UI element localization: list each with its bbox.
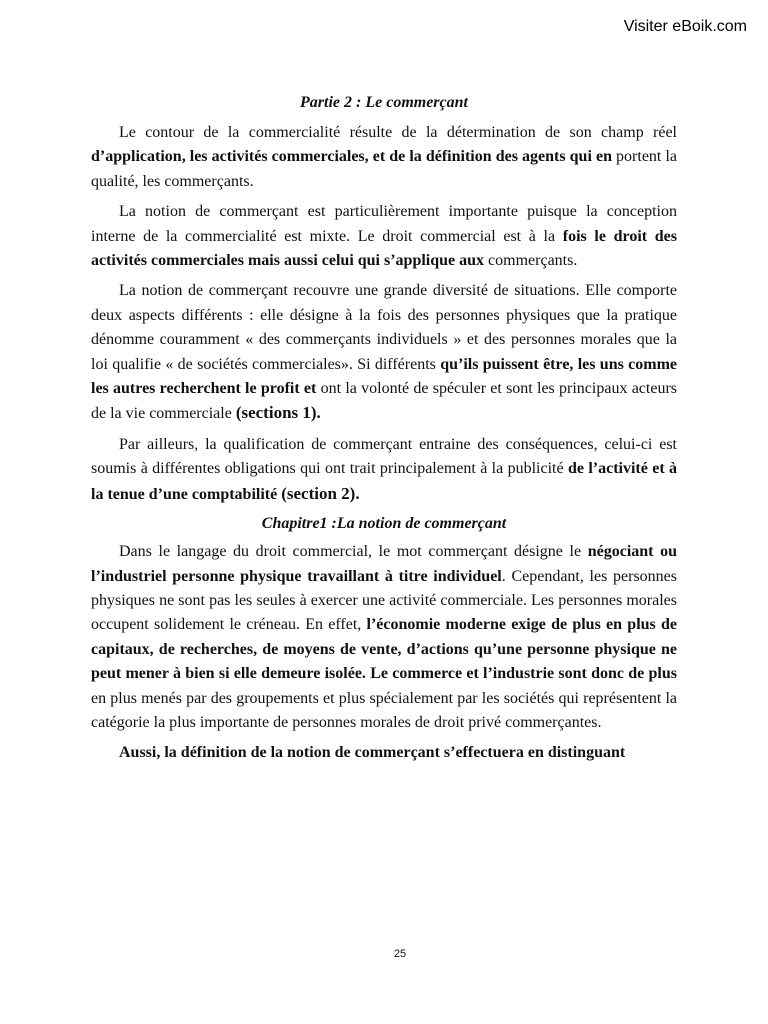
p4-text-b: de l’activité et à la tenue d’une comptabilité — [91, 460, 678, 503]
p6-text-a: Aussi, la définition de la notion de commerçant s’effectuera en distinguant — [119, 744, 626, 762]
site-watermark: Visiter eBoik.com — [623, 18, 747, 35]
p3-text-a: La notion de commerçant recouvre une grande diversité de situations. Elle comporte deux aspects différents : elle désigne à la fois des personnes physiques que la pratique dénomme couramment « des commerçants individuels » et des personnes morales que la loi qualifie « de sociétés commerciales». Si différents — [91, 282, 677, 373]
p5-text-b: négociant ou l’industriel personne physique travaillant à titre individuel — [91, 543, 678, 585]
page-number: 25 — [393, 948, 407, 960]
p3-text-d: (sections 1). — [235, 403, 321, 423]
p2-text-c: commerçants. — [488, 252, 578, 270]
paragraph-2 — [91, 200, 677, 273]
paragraph-5 — [91, 540, 677, 735]
p5-text-c: . Cependant, les personnes physiques ne sont pas les seules à exercer une activité commerciale. Les personnes morales occupent solidement le créneau. En effet, — [91, 567, 678, 634]
p5-text-d: l’économie moderne exige de plus en plus de capitaux, de recherches, de moyens de vente, d’actions qu’une personne physique ne peut mener à bien si elle demeure isolée. Le commerce et l’industrie sont donc de plus — [91, 616, 678, 683]
p1-text-c: portent la qualité, les commerçants. — [91, 148, 677, 190]
p3-text-c: ont la volonté de spéculer et sont les principaux acteurs de la vie commerciale — [91, 380, 678, 423]
paragraph-3 — [91, 279, 677, 426]
chapter-heading: Chapitre1 :La notion de commerçant — [261, 515, 507, 533]
p2-text-a: La notion de commerçant est particulièrement importante puisque la conception interne de la commercialité est mixte. Le droit commercial est à la — [91, 203, 677, 245]
p4-text-c: (section 2). — [281, 483, 360, 503]
p1-text-b: d’application, les activités commerciales, et de la définition des agents qui en — [91, 148, 612, 166]
document-page — [91, 92, 677, 772]
p5-text-a: Dans le langage du droit commercial, le mot commerçant désigne le — [119, 543, 582, 561]
p5-text-e: en plus menés par des groupements et plus spécialement par les sociétés qui représentent la catégorie la plus importante de personnes morales de droit privé commerçantes. — [91, 689, 677, 731]
p3-text-b: qu’ils puissent être, les uns comme les autres recherchent le profit et — [91, 355, 677, 398]
paragraph-4 — [91, 433, 677, 507]
paragraph-1 — [91, 121, 677, 194]
part-heading: Partie 2 : Le commerçant — [300, 94, 468, 111]
p2-text-b: fois le droit des activités commerciales mais aussi celui qui s’applique aux — [91, 227, 678, 270]
p1-text-a: Le contour de la commercialité résulte de la détermination de son champ réel — [119, 124, 677, 141]
paragraph-6 — [91, 741, 677, 765]
p4-text-a: Par ailleurs, la qualification de commerçant entraine des conséquences, celui-ci est soumis à différentes obligations qui ont trait principalement à la publicité — [91, 435, 677, 478]
